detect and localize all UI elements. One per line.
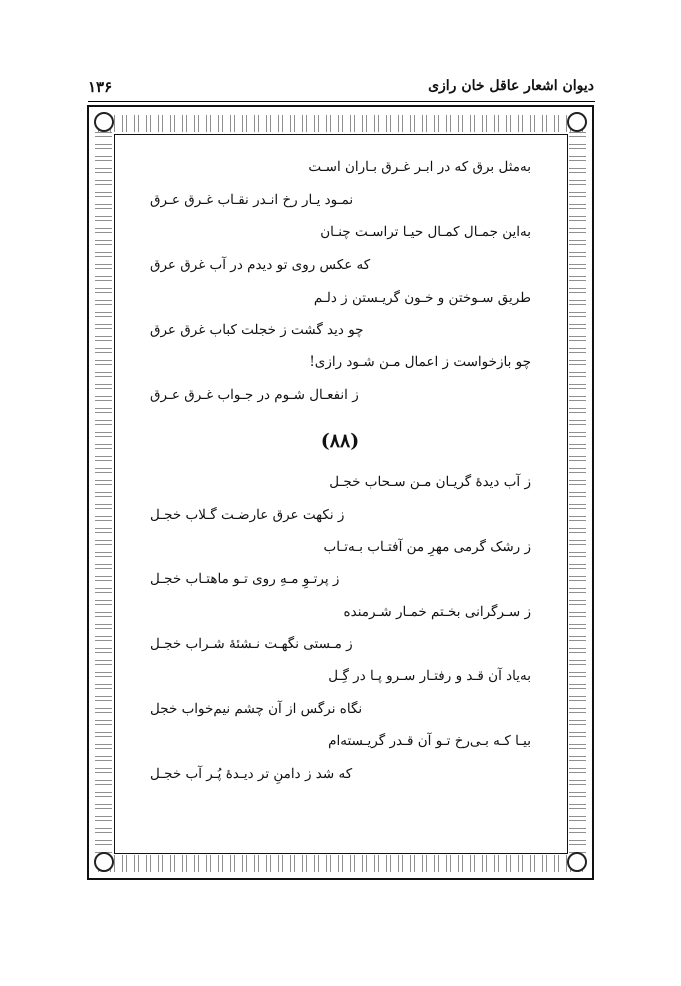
page-header bbox=[88, 78, 594, 102]
verse-line: نگاه نرگس از آن چشم نیم‌خواب خجل bbox=[150, 701, 363, 717]
verse-line: ز رشک گرمی مهرِ من آفتـاب بـه‌تـاب bbox=[323, 539, 531, 555]
book-title: دیوان اشعار عاقل خان رازی bbox=[428, 78, 594, 94]
ornamental-band-bottom bbox=[98, 855, 583, 872]
corner-ornament-icon bbox=[567, 112, 587, 132]
verse-line: طریق سـوختن و خـون گریـستن ز دلـم bbox=[313, 290, 531, 306]
ornamental-band-left bbox=[95, 132, 112, 854]
verse-line: ز پرتـوِ مـهِ روی تـو ماهتـاب خجـل bbox=[150, 571, 340, 587]
verse-line: ز انفعـال شـوم در جـواب غـرق عـرق bbox=[150, 387, 359, 403]
corner-ornament-icon bbox=[567, 852, 587, 872]
header-rule bbox=[88, 101, 595, 102]
ghazal-number: (۸۸) bbox=[320, 430, 360, 452]
verse-line: ز آب دیدهٔ گریـان مـن سـحاب خجـل bbox=[329, 474, 531, 490]
corner-ornament-icon bbox=[94, 852, 114, 872]
verse-line: ز سـرگرانی بخـتم خمـار شـرمنده bbox=[343, 604, 531, 620]
verse-line: که عکس روی تو دیدم در آب غرق عرق bbox=[150, 257, 371, 273]
verse-line: چو بازخواست ز اعمال مـن شـود رازی! bbox=[309, 354, 531, 370]
ornamental-band-top bbox=[98, 115, 583, 132]
verse-line: به‌این جمـال کمـال حیـا تراسـت چنـان bbox=[320, 224, 531, 240]
verse-line: به‌مثل برق که در ابـر غـرق بـاران اسـت bbox=[308, 159, 531, 175]
corner-ornament-icon bbox=[94, 112, 114, 132]
verse-line: نمـود یـار رخ انـدر نقـاب غـرق عـرق bbox=[150, 192, 354, 208]
verse-line: به‌یاد آن قـد و رفتـار سـرو پـا در گِـل bbox=[328, 668, 531, 684]
verse-line: ز نکهت عرق عارضـت گـلاب خجـل bbox=[150, 507, 345, 523]
verse-line: چو دید گشت ز خجلت کباب غرق عرق bbox=[150, 322, 364, 338]
page-number: ۱۳۶ bbox=[88, 78, 113, 96]
verse-line: ز مـستی نگهـت نـشئهٔ شـراب خجـل bbox=[150, 636, 353, 652]
verse-line: که شد ز دامنِ تر دیـدهٔ پُـر آب خجـل bbox=[150, 766, 353, 782]
ornamental-band-right bbox=[569, 132, 586, 854]
verse-line: بیـا کـه بـی‌رخ تـو آن قـدر گریـسته‌ام bbox=[328, 733, 531, 749]
